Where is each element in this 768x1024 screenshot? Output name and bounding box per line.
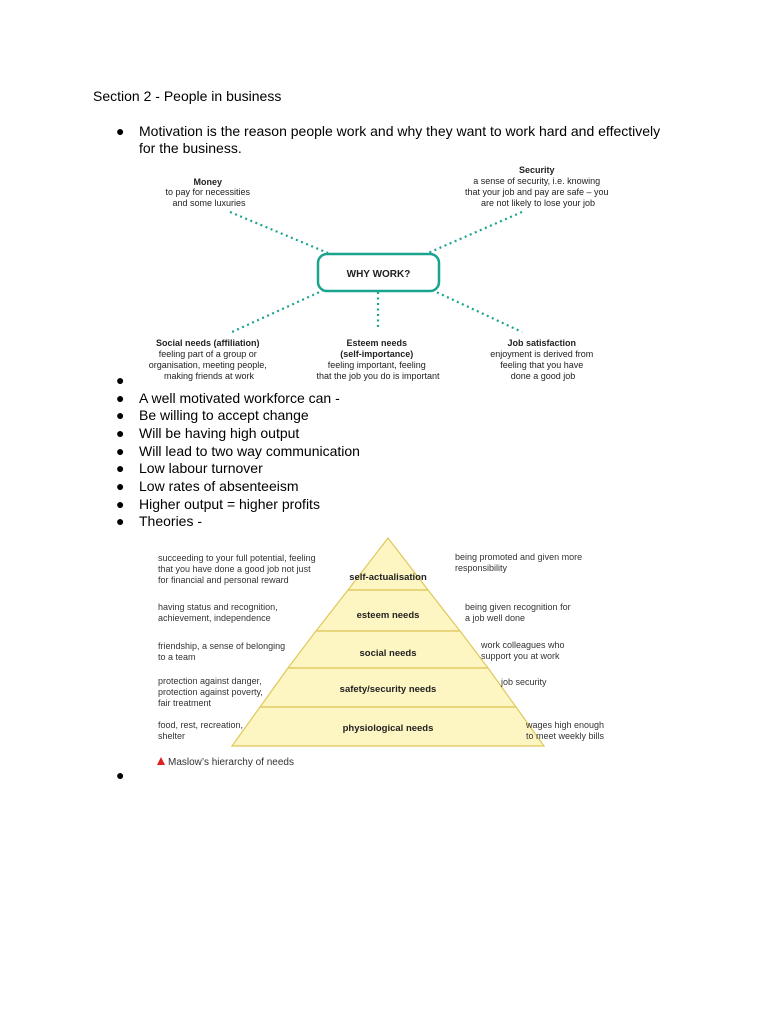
security-line: that your job and pay are safe – you	[464, 187, 609, 197]
level-label: self-actualisation	[349, 572, 427, 583]
bullet-item: Will be having high output	[139, 425, 300, 441]
satisfaction-line: done a good job	[510, 371, 576, 381]
right-annotation-1: being promoted and given more responsibility	[455, 552, 583, 573]
social-node	[149, 338, 270, 381]
left-annotation-5: food, rest, recreation, shelter	[158, 720, 244, 741]
satisfaction-title: Job satisfaction	[507, 338, 576, 348]
right-annotation-2: being given recognition for a job well done	[465, 602, 571, 623]
bullet-dot: ●	[116, 460, 125, 476]
left-annotation-1: succeeding to your full potential, feeling that you have done a good job not just for financial and personal reward	[158, 553, 316, 585]
level-label: safety/security needs	[339, 684, 437, 695]
left-annotation-3: friendship, a sense of belonging to a team	[158, 641, 286, 662]
money-title: Money	[193, 177, 222, 187]
satisfaction-line: enjoyment is derived from	[490, 349, 594, 359]
intro-line-2: for the business.	[139, 140, 242, 156]
security-title: Security	[518, 165, 555, 175]
social-line: making friends at work	[163, 371, 255, 381]
bullet-dot-empty: ●	[116, 372, 125, 388]
security-line: are not likely to lose your job	[480, 198, 596, 208]
bullet-dot-empty: ●	[116, 767, 125, 783]
level-label: esteem needs	[356, 610, 420, 621]
why-work-diagram	[0, 0, 768, 400]
satisfaction-node	[490, 338, 596, 381]
left-annotation-4: protection against danger, protection against poverty, fair treatment	[158, 676, 263, 708]
social-line: feeling part of a group or	[158, 349, 257, 359]
bullet-dot: ●	[116, 425, 125, 441]
money-line: to pay for necessities	[165, 187, 251, 197]
bullet-item: Theories -	[139, 513, 203, 529]
right-annotation-5: wages high enough to meet weekly bills	[526, 720, 605, 741]
bullet-item: Low labour turnover	[139, 460, 263, 476]
bullet-item: Higher output = higher profits	[139, 496, 320, 512]
bullet-dot: ●	[116, 513, 125, 529]
social-line: organisation, meeting people,	[148, 360, 267, 370]
bullet-item: Be willing to accept change	[139, 407, 309, 423]
bullet-dot: ●	[116, 496, 125, 512]
maslow-pyramid-diagram	[0, 530, 768, 780]
esteem-subtitle: (self-importance)	[340, 349, 414, 359]
right-annotation-3: work colleagues who support you at work	[481, 640, 565, 661]
bullet-item: Will lead to two way communication	[139, 443, 360, 459]
security-line: a sense of security, i.e. knowing	[473, 176, 601, 186]
bullet-dot: ●	[116, 123, 125, 139]
security-node	[465, 165, 611, 208]
intro-line-1: Motivation is the reason people work and why they want to work hard and effectively	[139, 123, 661, 139]
bullet-dot: ●	[116, 390, 125, 406]
bullet-item: Low rates of absenteeism	[139, 478, 299, 494]
esteem-line: that the job you do is important	[316, 371, 440, 381]
level-label: physiological needs	[342, 723, 434, 734]
esteem-title: Esteem needs	[346, 338, 408, 348]
level-label: social needs	[359, 648, 417, 659]
money-line: and some luxuries	[172, 198, 246, 208]
esteem-line: feeling important, feeling	[327, 360, 426, 370]
triangle-marker-icon	[157, 757, 165, 765]
money-node	[165, 177, 252, 208]
bullet-dot: ●	[116, 443, 125, 459]
right-annotation-4: job security	[501, 677, 547, 687]
bullet-dot: ●	[116, 407, 125, 423]
bullet-dot: ●	[116, 478, 125, 494]
social-title: Social needs (affiliation)	[155, 338, 260, 348]
maslow-caption: Maslow’s hierarchy of needs	[168, 757, 294, 768]
bullet-item: A well motivated workforce can -	[139, 390, 340, 406]
why-work-label: WHY WORK?	[346, 269, 411, 280]
satisfaction-line: feeling that you have	[500, 360, 584, 370]
left-annotation-2: having status and recognition, achievement, independence	[158, 602, 278, 623]
page-heading: Section 2 - People in business	[93, 88, 282, 104]
esteem-node	[316, 338, 440, 381]
